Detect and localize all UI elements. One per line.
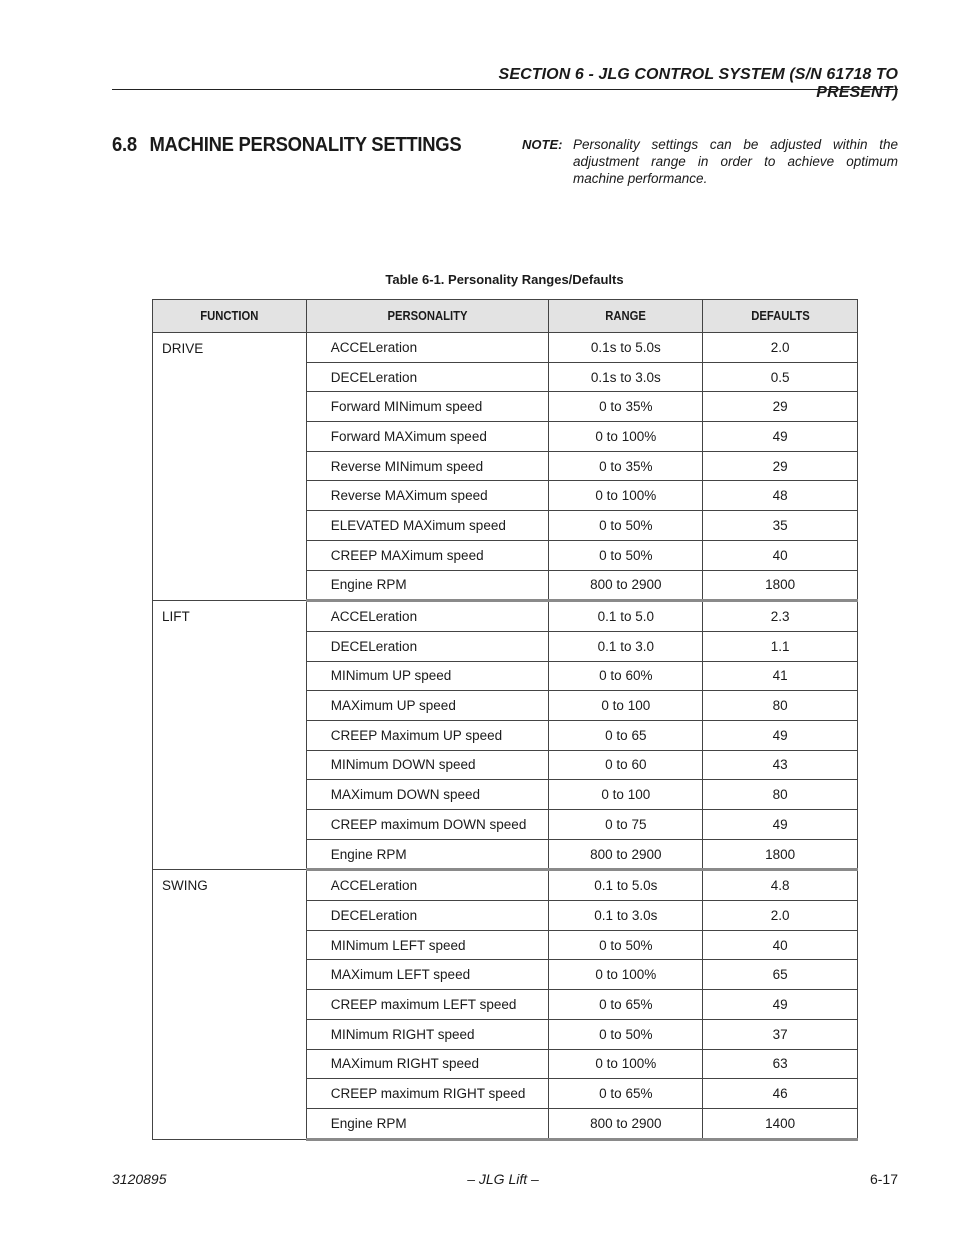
personality-cell: MAXimum RIGHT speed — [306, 1049, 549, 1079]
personality-cell: Forward MINimum speed — [306, 392, 549, 422]
function-cell: SWING — [153, 870, 307, 1139]
personality-cell: ACCELeration — [306, 870, 549, 901]
default-cell: 29 — [703, 392, 858, 422]
personality-cell: Engine RPM — [306, 570, 549, 601]
personality-cell: DECELeration — [306, 631, 549, 661]
range-cell: 0.1 to 3.0s — [549, 901, 703, 931]
default-cell: 40 — [703, 540, 858, 570]
header-rule — [112, 89, 898, 90]
range-cell: 0.1s to 3.0s — [549, 362, 703, 392]
personality-cell: MAXimum DOWN speed — [306, 780, 549, 810]
personality-cell: DECELeration — [306, 901, 549, 931]
range-cell: 0.1 to 5.0s — [549, 870, 703, 901]
section-header: SECTION 6 - JLG CONTROL SYSTEM (S/N 61718 TO PRESENT) — [498, 66, 898, 101]
personality-cell: CREEP maximum LEFT speed — [306, 990, 549, 1020]
personality-cell: CREEP maximum DOWN speed — [306, 810, 549, 840]
range-cell: 0 to 60 — [549, 750, 703, 780]
default-cell: 1800 — [703, 839, 858, 870]
default-cell: 1800 — [703, 570, 858, 601]
table-body — [153, 333, 858, 1140]
section-title-text: MACHINE PERSONALITY SETTINGS — [149, 133, 462, 156]
range-cell: 800 to 2900 — [549, 570, 703, 601]
footer-center: – JLG Lift – — [467, 1171, 539, 1187]
personality-cell: MAXimum LEFT speed — [306, 960, 549, 990]
header-range: RANGE — [549, 300, 703, 333]
range-cell: 0 to 100 — [549, 691, 703, 721]
range-cell: 0 to 35% — [549, 392, 703, 422]
header-defaults: DEFAULTS — [703, 300, 858, 333]
table-row — [153, 601, 858, 632]
default-cell: 80 — [703, 691, 858, 721]
range-cell: 0 to 50% — [549, 540, 703, 570]
personality-cell: MINimum LEFT speed — [306, 930, 549, 960]
personality-cell: ACCELeration — [306, 333, 549, 363]
default-cell: 49 — [703, 810, 858, 840]
range-cell: 0 to 50% — [549, 1019, 703, 1049]
personality-cell: MAXimum UP speed — [306, 691, 549, 721]
personality-cell: Forward MAXimum speed — [306, 422, 549, 452]
range-cell: 0 to 65 — [549, 720, 703, 750]
personality-cell: DECELeration — [306, 362, 549, 392]
default-cell: 46 — [703, 1079, 858, 1109]
range-cell: 0 to 60% — [549, 661, 703, 691]
range-cell: 0 to 65% — [549, 990, 703, 1020]
default-cell: 49 — [703, 422, 858, 452]
note-text: Personality settings can be adjusted within the adjustment range in order to achieve optimum machine performance. — [573, 137, 898, 186]
function-cell: LIFT — [153, 601, 307, 870]
personality-table — [152, 299, 858, 1141]
personality-cell: Reverse MINimum speed — [306, 451, 549, 481]
personality-cell: CREEP maximum RIGHT speed — [306, 1079, 549, 1109]
range-cell: 0 to 35% — [549, 451, 703, 481]
personality-cell: ACCELeration — [306, 601, 549, 632]
default-cell: 35 — [703, 511, 858, 541]
section-title — [112, 133, 461, 157]
default-cell: 4.8 — [703, 870, 858, 901]
range-cell: 0.1s to 5.0s — [549, 333, 703, 363]
default-cell: 43 — [703, 750, 858, 780]
default-cell: 2.0 — [703, 333, 858, 363]
table-row — [153, 333, 858, 363]
header-function: FUNCTION — [153, 300, 307, 333]
range-cell: 800 to 2900 — [549, 839, 703, 870]
default-cell: 0.5 — [703, 362, 858, 392]
function-cell: DRIVE — [153, 333, 307, 601]
range-cell: 0 to 100% — [549, 960, 703, 990]
footer-doc-number: 3120895 — [112, 1171, 167, 1187]
range-cell: 0.1 to 3.0 — [549, 631, 703, 661]
default-cell: 48 — [703, 481, 858, 511]
range-cell: 0 to 50% — [549, 930, 703, 960]
personality-cell: MINimum UP speed — [306, 661, 549, 691]
range-cell: 0 to 100% — [549, 422, 703, 452]
personality-cell: CREEP MAXimum speed — [306, 540, 549, 570]
default-cell: 63 — [703, 1049, 858, 1079]
personality-cell: CREEP Maximum UP speed — [306, 720, 549, 750]
section-number: 6.8 — [112, 133, 137, 156]
range-cell: 0 to 50% — [549, 511, 703, 541]
range-cell: 800 to 2900 — [549, 1108, 703, 1139]
default-cell: 37 — [703, 1019, 858, 1049]
default-cell: 1.1 — [703, 631, 858, 661]
range-cell: 0 to 100% — [549, 1049, 703, 1079]
table-row — [153, 870, 858, 901]
default-cell: 2.3 — [703, 601, 858, 632]
personality-cell: Engine RPM — [306, 1108, 549, 1139]
range-cell: 0.1 to 5.0 — [549, 601, 703, 632]
table-header-row — [153, 300, 858, 333]
header-personality: PERSONALITY — [306, 300, 549, 333]
range-cell: 0 to 100% — [549, 481, 703, 511]
default-cell: 49 — [703, 720, 858, 750]
default-cell: 29 — [703, 451, 858, 481]
default-cell: 1400 — [703, 1108, 858, 1139]
personality-cell: MINimum DOWN speed — [306, 750, 549, 780]
range-cell: 0 to 65% — [549, 1079, 703, 1109]
table-caption: Table 6-1. Personality Ranges/Defaults — [385, 272, 624, 287]
range-cell: 0 to 75 — [549, 810, 703, 840]
default-cell: 80 — [703, 780, 858, 810]
default-cell: 2.0 — [703, 901, 858, 931]
personality-cell: Reverse MAXimum speed — [306, 481, 549, 511]
note-label: NOTE: — [522, 137, 563, 152]
default-cell: 49 — [703, 990, 858, 1020]
footer-page-number: 6-17 — [869, 1171, 898, 1187]
personality-cell: Engine RPM — [306, 839, 549, 870]
personality-cell: MINimum RIGHT speed — [306, 1019, 549, 1049]
default-cell: 40 — [703, 930, 858, 960]
range-cell: 0 to 100 — [549, 780, 703, 810]
default-cell: 65 — [703, 960, 858, 990]
default-cell: 41 — [703, 661, 858, 691]
personality-cell: ELEVATED MAXimum speed — [306, 511, 549, 541]
